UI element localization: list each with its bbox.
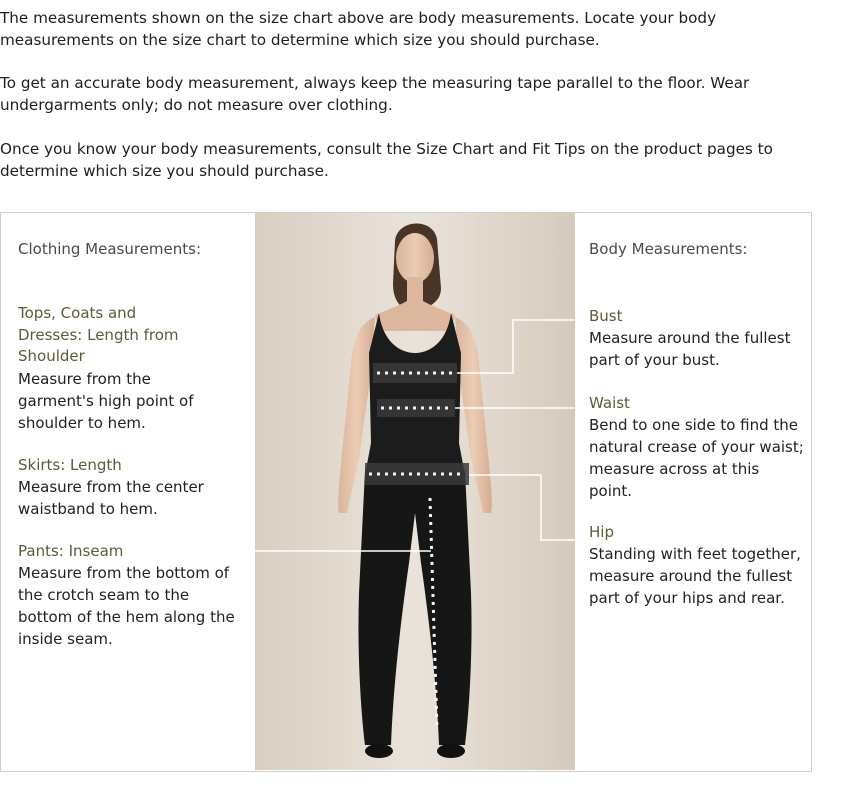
intro-paragraph-accurate-measurement: To get an accurate body measurement, always keep the measuring tape parallel to the floor. Wear undergarments only; do not measure over clothing. <box>0 74 750 114</box>
intro-paragraph-size-chart: The measurements shown on the size chart above are body measurements. Locate your body measurements on the size chart to determine which size you should purchase. <box>0 9 717 49</box>
bust-description: Measure around the fullest part of your bust. <box>589 329 791 369</box>
tops-length-term: Tops, Coats and Dresses: Length from Shoulder <box>18 304 179 365</box>
skirts-length-description: Measure from the center waistband to hem. <box>18 478 204 518</box>
tops-length-description: Measure from the garment's high point of shoulder to hem. <box>18 370 194 432</box>
model-photo <box>255 213 575 770</box>
bust-term: Bust <box>589 307 623 325</box>
intro-paragraph-fit-tips: Once you know your body measurements, consult the Size Chart and Fit Tips on the product pages to determine which size you should purchase. <box>0 140 773 180</box>
body-measurements-heading: Body Measurements: <box>589 240 748 258</box>
waist-description: Bend to one side to find the natural crease of your waist; measure across at this point. <box>589 416 804 500</box>
hip-description: Standing with feet together, measure around the fullest part of your hips and rear. <box>589 545 801 607</box>
hip-term: Hip <box>589 523 614 541</box>
skirts-length-term: Skirts: Length <box>18 456 122 474</box>
pants-inseam-description: Measure from the bottom of the crotch seam to the bottom of the hem along the inside seam. <box>18 564 235 648</box>
pants-inseam-term: Pants: Inseam <box>18 542 124 560</box>
waist-term: Waist <box>589 394 630 412</box>
clothing-measurements-heading: Clothing Measurements: <box>18 240 202 258</box>
